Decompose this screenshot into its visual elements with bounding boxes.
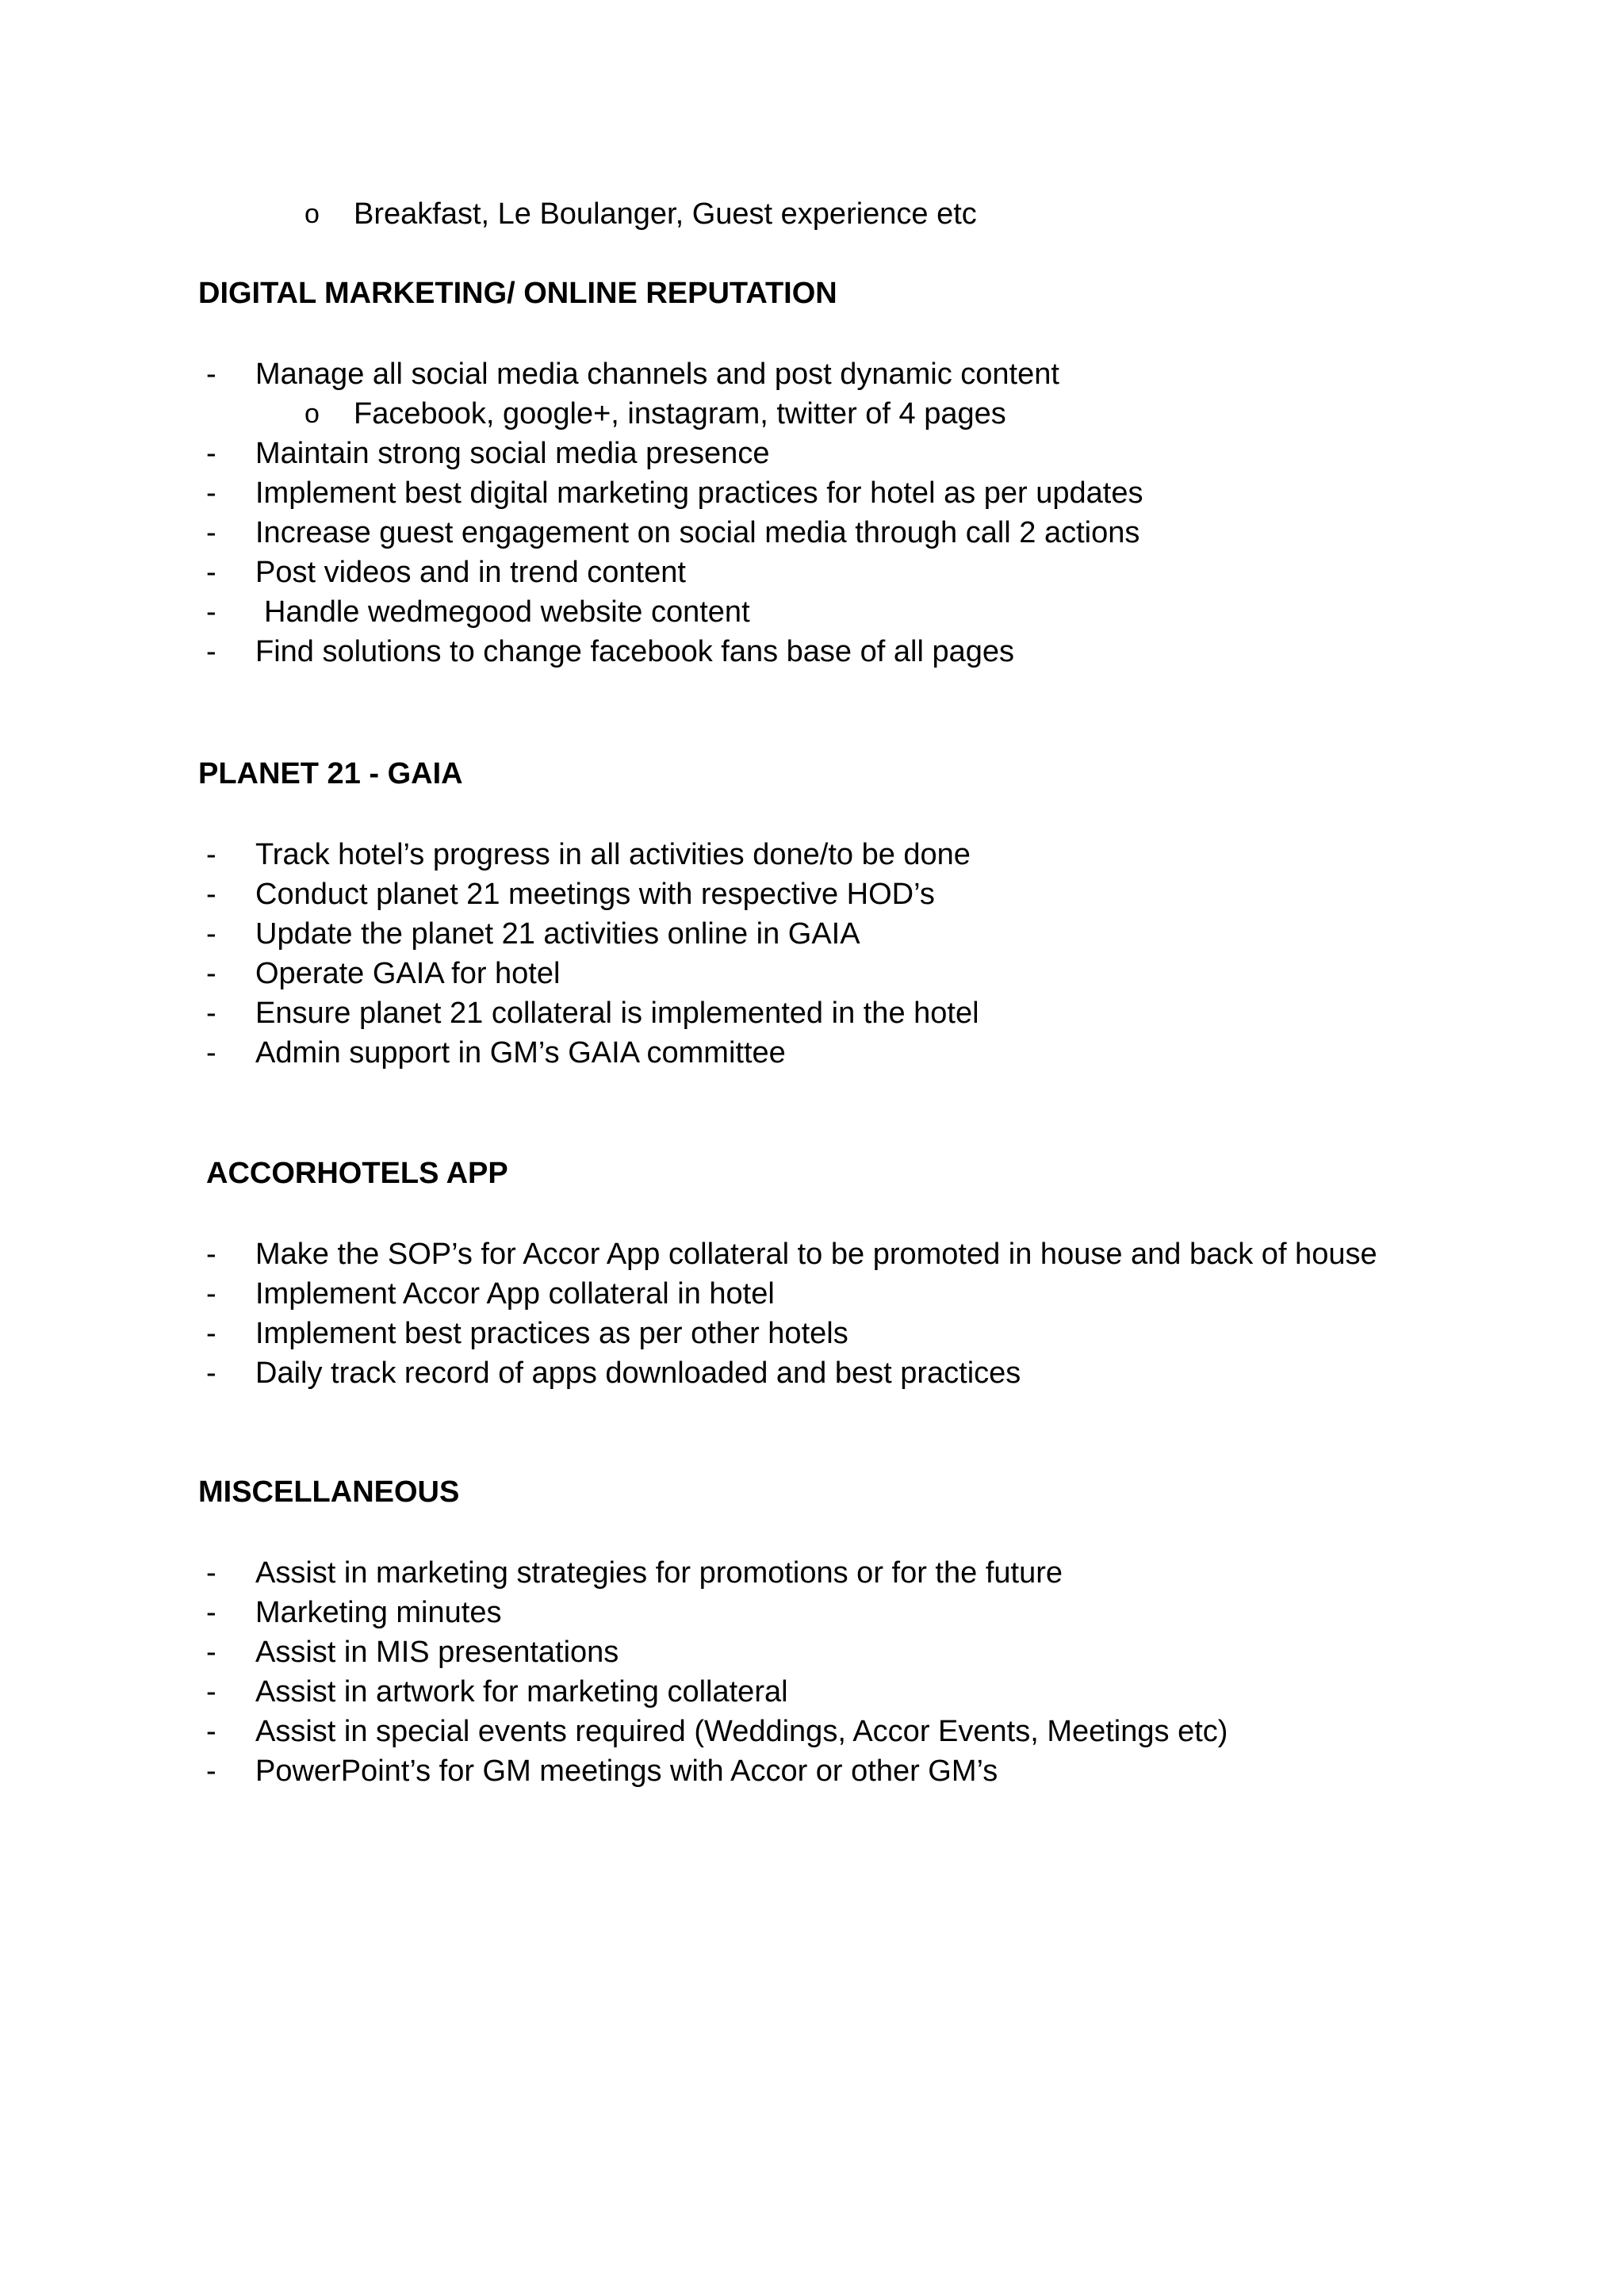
list-item: Marketing minutes xyxy=(255,1596,502,1629)
bullet-marker: - xyxy=(206,838,216,871)
bullet-marker: - xyxy=(206,516,216,549)
bullet-marker: - xyxy=(206,358,216,391)
list-item: Ensure planet 21 collateral is implemented in the hotel xyxy=(255,997,979,1030)
list-item: Find solutions to change facebook fans base of all pages xyxy=(255,635,1014,668)
bullet-marker: - xyxy=(206,997,216,1030)
bullet-marker: - xyxy=(206,1357,216,1390)
list-item: Post videos and in trend content xyxy=(255,556,686,589)
bullet-marker: - xyxy=(206,437,216,470)
sub-bullet-marker: o xyxy=(304,199,320,229)
bullet-marker: - xyxy=(206,1755,216,1788)
list-item: Daily track record of apps downloaded and best practices xyxy=(255,1357,1021,1390)
list-item: Increase guest engagement on social media through call 2 actions xyxy=(255,516,1140,549)
list-item: Make the SOP’s for Accor App collateral to be promoted in house and back of house xyxy=(255,1238,1377,1271)
bullet-marker: - xyxy=(206,1596,216,1629)
list-item: Assist in marketing strategies for promotions or for the future xyxy=(255,1556,1063,1590)
sub-bullet-text: Breakfast, Le Boulanger, Guest experience etc xyxy=(354,197,977,231)
bullet-marker: - xyxy=(206,635,216,668)
bullet-marker: - xyxy=(206,476,216,510)
bullet-marker: - xyxy=(206,556,216,589)
section-heading-miscellaneous: MISCELLANEOUS xyxy=(198,1475,460,1509)
section-heading-accorhotels-app: ACCORHOTELS APP xyxy=(206,1157,508,1190)
sub-bullet-marker: o xyxy=(304,399,320,429)
list-item: Manage all social media channels and post dynamic content xyxy=(255,358,1059,391)
section-heading-digital-marketing: DIGITAL MARKETING/ ONLINE REPUTATION xyxy=(198,277,837,310)
bullet-marker: - xyxy=(206,957,216,990)
bullet-marker: - xyxy=(206,1277,216,1311)
list-item: Maintain strong social media presence xyxy=(255,437,770,470)
sub-list-item: Facebook, google+, instagram, twitter of 4 pages xyxy=(354,397,1006,430)
bullet-marker: - xyxy=(206,1238,216,1271)
list-item: Conduct planet 21 meetings with respective HOD’s xyxy=(255,878,935,911)
list-item: Update the planet 21 activities online in GAIA xyxy=(255,917,860,951)
bullet-marker: - xyxy=(206,878,216,911)
list-item: PowerPoint’s for GM meetings with Accor or other GM’s xyxy=(255,1755,998,1788)
list-item: Assist in special events required (Weddings, Accor Events, Meetings etc) xyxy=(255,1715,1228,1748)
section-heading-planet-21: PLANET 21 - GAIA xyxy=(198,757,463,790)
bullet-marker: - xyxy=(206,1636,216,1669)
bullet-marker: - xyxy=(206,1036,216,1070)
bullet-marker: - xyxy=(206,1317,216,1350)
list-item: Handle wedmegood website content xyxy=(264,595,750,629)
list-item: Implement best digital marketing practices for hotel as per updates xyxy=(255,476,1143,510)
bullet-marker: - xyxy=(206,595,216,629)
list-item: Operate GAIA for hotel xyxy=(255,957,561,990)
list-item: Implement Accor App collateral in hotel xyxy=(255,1277,775,1311)
list-item: Assist in MIS presentations xyxy=(255,1636,619,1669)
bullet-marker: - xyxy=(206,1556,216,1590)
bullet-marker: - xyxy=(206,1675,216,1709)
bullet-marker: - xyxy=(206,917,216,951)
list-item: Track hotel’s progress in all activities done/to be done xyxy=(255,838,971,871)
list-item: Implement best practices as per other hotels xyxy=(255,1317,848,1350)
bullet-marker: - xyxy=(206,1715,216,1748)
list-item: Admin support in GM’s GAIA committee xyxy=(255,1036,786,1070)
list-item: Assist in artwork for marketing collateral xyxy=(255,1675,788,1709)
